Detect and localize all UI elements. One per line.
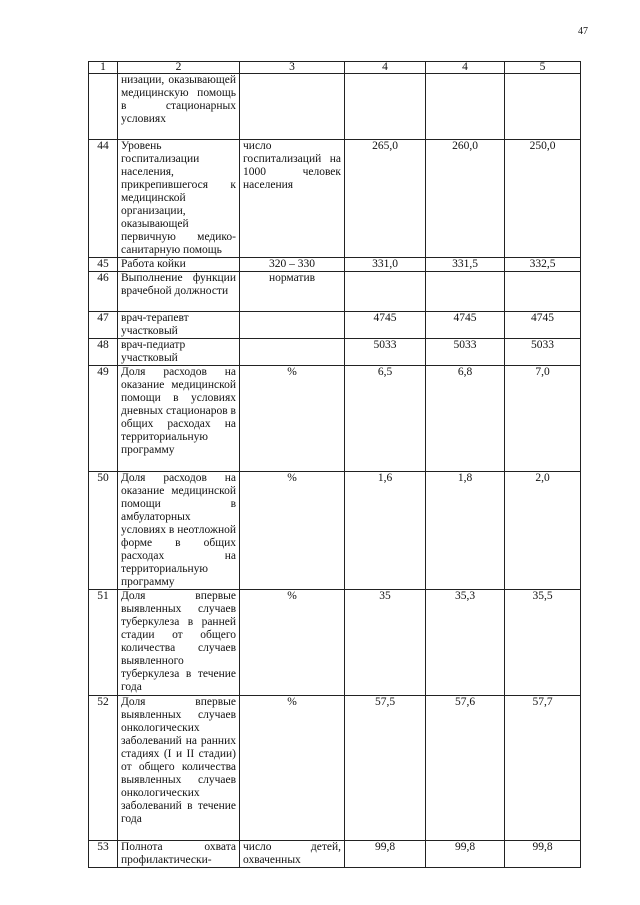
column-header: 3	[240, 62, 345, 74]
value-cell: 265,0	[345, 140, 426, 258]
column-header: 1	[89, 62, 118, 74]
indicator-unit	[240, 339, 345, 366]
value-cell	[505, 74, 581, 140]
value-cell: 5033	[426, 339, 505, 366]
value-cell: 99,8	[505, 841, 581, 868]
row-number: 48	[89, 339, 118, 366]
indicator-name: Уровень госпитализации населения, прикрепившегося к медицинской организации, оказывающей первичную медико-санитарную помощь	[118, 140, 240, 258]
indicator-name: низации, оказывающей медицинскую помощь в стационарных условиях	[118, 74, 240, 140]
table-row	[89, 841, 581, 868]
table-row	[89, 472, 581, 590]
column-header: 2	[118, 62, 240, 74]
row-number	[89, 74, 118, 140]
row-number: 50	[89, 472, 118, 590]
table-row	[89, 366, 581, 472]
value-cell: 5033	[345, 339, 426, 366]
value-cell: 4745	[505, 312, 581, 339]
value-cell: 6,5	[345, 366, 426, 472]
indicator-name: врач-терапевт участковый	[118, 312, 240, 339]
indicator-unit: %	[240, 696, 345, 841]
value-cell: 250,0	[505, 140, 581, 258]
value-cell	[345, 74, 426, 140]
indicator-unit: %	[240, 590, 345, 696]
table-row	[89, 312, 581, 339]
value-cell: 6,8	[426, 366, 505, 472]
indicator-unit	[240, 312, 345, 339]
value-cell	[505, 272, 581, 312]
indicator-unit: %	[240, 366, 345, 472]
value-cell: 5033	[505, 339, 581, 366]
value-cell: 99,8	[426, 841, 505, 868]
table-row	[89, 272, 581, 312]
indicator-unit	[240, 74, 345, 140]
indicator-name: врач-педиатр участковый	[118, 339, 240, 366]
row-number: 53	[89, 841, 118, 868]
row-number: 45	[89, 258, 118, 272]
value-cell: 35,3	[426, 590, 505, 696]
indicator-name: Доля впервые выявленных случаев онкологических заболеваний на ранних стадиях (I и II стадии) от общего количества выявленных случаев онкологических заболеваний в течение года	[118, 696, 240, 841]
value-cell: 1,8	[426, 472, 505, 590]
value-cell: 332,5	[505, 258, 581, 272]
column-header: 4	[345, 62, 426, 74]
indicator-unit: число детей, охваченных	[240, 841, 345, 868]
indicator-unit: норматив	[240, 272, 345, 312]
value-cell: 57,7	[505, 696, 581, 841]
column-number-row	[89, 62, 581, 74]
indicator-name: Работа койки	[118, 258, 240, 272]
value-cell: 35,5	[505, 590, 581, 696]
indicator-unit: число госпитализаций на 1000 человек населения	[240, 140, 345, 258]
value-cell: 57,5	[345, 696, 426, 841]
table-row	[89, 339, 581, 366]
row-number: 46	[89, 272, 118, 312]
table-row	[89, 258, 581, 272]
row-number: 52	[89, 696, 118, 841]
value-cell: 4745	[345, 312, 426, 339]
value-cell: 35	[345, 590, 426, 696]
value-cell: 260,0	[426, 140, 505, 258]
value-cell	[426, 74, 505, 140]
value-cell: 331,5	[426, 258, 505, 272]
value-cell: 99,8	[345, 841, 426, 868]
value-cell	[345, 272, 426, 312]
column-header: 5	[505, 62, 581, 74]
page-number: 47	[578, 26, 588, 37]
value-cell: 7,0	[505, 366, 581, 472]
table-row	[89, 74, 581, 140]
row-number: 51	[89, 590, 118, 696]
row-number: 47	[89, 312, 118, 339]
value-cell: 57,6	[426, 696, 505, 841]
value-cell: 1,6	[345, 472, 426, 590]
column-header: 4	[426, 62, 505, 74]
value-cell	[426, 272, 505, 312]
indicator-unit: %	[240, 472, 345, 590]
value-cell: 4745	[426, 312, 505, 339]
indicator-name: Выполнение функции врачебной должности	[118, 272, 240, 312]
value-cell: 331,0	[345, 258, 426, 272]
table-row	[89, 140, 581, 258]
row-number: 44	[89, 140, 118, 258]
indicator-name: Доля расходов на оказание медицинской помощи в условиях дневных стационаров в общих расходах на территориальную программу	[118, 366, 240, 472]
table-row	[89, 590, 581, 696]
indicator-name: Доля впервые выявленных случаев туберкулеза в ранней стадии от общего количества случаев выявленного туберкулеза в течение года	[118, 590, 240, 696]
indicator-name: Полнота охвата профилактически-	[118, 841, 240, 868]
indicator-name: Доля расходов на оказание медицинской помощи в амбулаторных условиях в неотложной форме в общих расходах на территориальную программу	[118, 472, 240, 590]
value-cell: 2,0	[505, 472, 581, 590]
table-row	[89, 696, 581, 841]
indicators-table	[88, 61, 581, 868]
row-number: 49	[89, 366, 118, 472]
indicator-unit: 320 – 330	[240, 258, 345, 272]
